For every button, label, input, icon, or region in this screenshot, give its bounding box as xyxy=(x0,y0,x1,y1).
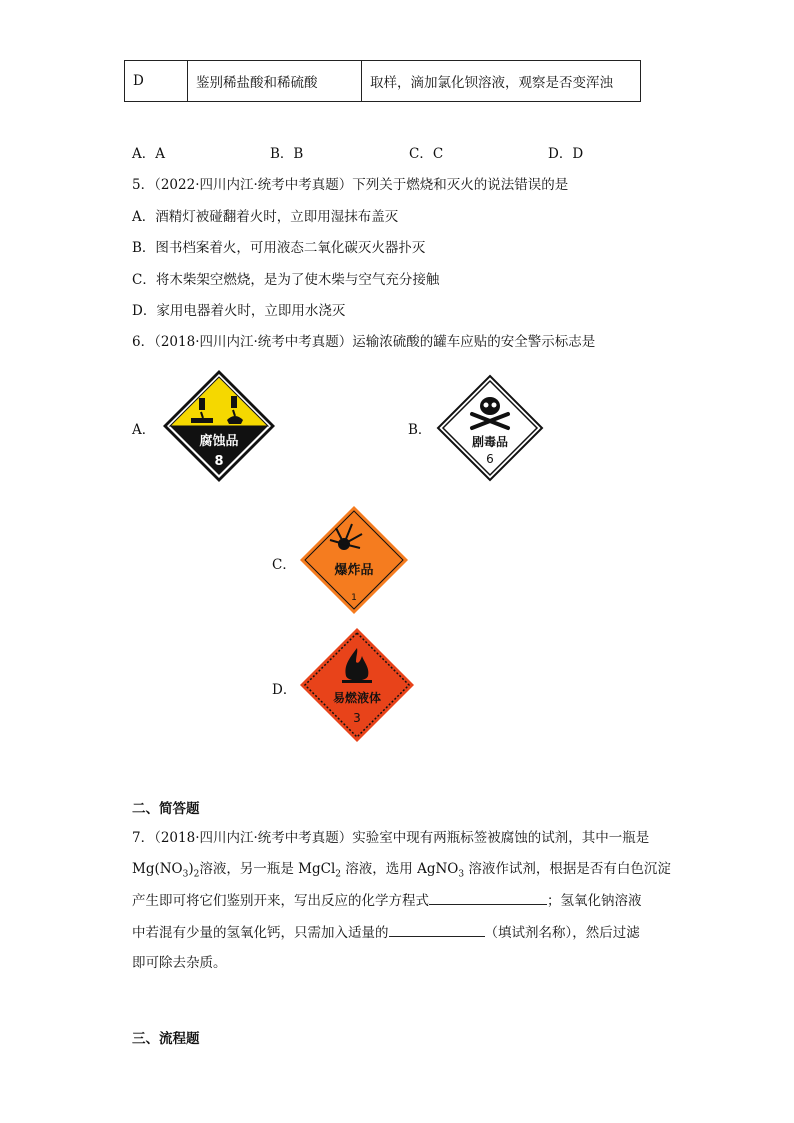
toxic-sign-icon xyxy=(436,374,544,482)
q4-option-b: B．B xyxy=(270,146,304,162)
options-table xyxy=(124,60,641,102)
sign-c-text: 爆炸品 xyxy=(334,563,374,578)
q6-label-a: A． xyxy=(132,422,156,438)
section-heading-short-answer: 二、简答题 xyxy=(132,801,200,817)
reagent-blank[interactable] xyxy=(389,922,485,937)
q7-line-5: 即可除去杂质。 xyxy=(132,955,227,971)
q4-option-d: D．D xyxy=(548,146,584,162)
sign-b-num: 6 xyxy=(486,452,494,466)
q5-option-c: C．将木柴架空燃烧，是为了使木柴与空气充分接触 xyxy=(132,272,440,288)
q5-option-d: D．家用电器着火时，立即用水浇灭 xyxy=(132,303,346,319)
sign-d-num: 3 xyxy=(353,711,361,725)
equation-blank[interactable] xyxy=(429,890,547,905)
q6-stem: 6．（2018·四川内江·统考中考真题）运输浓硫酸的罐车应贴的安全警示标志是 xyxy=(132,334,596,350)
q7-line-2: $Mg(NO_3)_2$溶液，另一瓶是 MgCl$_2$ 溶液，选用 AgNO$_3$ 溶液作试剂，根据是否有白色沉淀 xyxy=(132,861,671,880)
sign-b-text: 剧毒品 xyxy=(471,435,509,449)
q4-option-c: C．C xyxy=(409,146,444,162)
section-heading-flowchart: 三、流程题 xyxy=(132,1031,200,1047)
sign-c-num: 1 xyxy=(351,593,357,603)
q7-line-4: 中若混有少量的氢氧化钙，只需加入适量的 （填试剂名称），然后过滤 xyxy=(132,922,640,943)
table-cell-option: D xyxy=(125,61,188,102)
sign-a-text: 腐蚀品 xyxy=(199,434,239,449)
table-cell-purpose: 鉴别稀盐酸和稀硫酸 xyxy=(188,61,362,102)
q5-option-a: A．酒精灯被碰翻着火时，立即用湿抹布盖灭 xyxy=(132,209,399,225)
flammable-liquid-sign-icon xyxy=(298,626,416,744)
table-row xyxy=(125,61,641,102)
q7-line-3: 产生即可将它们鉴别开来，写出反应的化学方程式 ；氢氧化钠溶液 xyxy=(132,890,642,911)
corrosive-sign-icon xyxy=(161,368,277,484)
q5-option-b: B．图书档案着火，可用液态二氧化碳灭火器扑灭 xyxy=(132,240,426,256)
q5-stem: 5．（2022·四川内江·统考中考真题）下列关于燃烧和灭火的说法错误的是 xyxy=(132,177,569,193)
sign-a-num: 8 xyxy=(214,454,224,469)
q6-label-d: D． xyxy=(272,682,297,698)
q4-option-a: A．A xyxy=(132,146,165,162)
explosive-sign-icon xyxy=(298,504,410,616)
q6-label-c: C． xyxy=(272,557,296,573)
q6-label-b: B． xyxy=(408,422,432,438)
table-cell-method: 取样，滴加氯化钡溶液，观察是否变浑浊 xyxy=(362,61,641,102)
sign-d-text: 易燃液体 xyxy=(332,691,382,705)
q7-line-1: 7．（2018·四川内江·统考中考真题）实验室中现有两瓶标签被腐蚀的试剂，其中一瓶是 xyxy=(132,830,650,846)
